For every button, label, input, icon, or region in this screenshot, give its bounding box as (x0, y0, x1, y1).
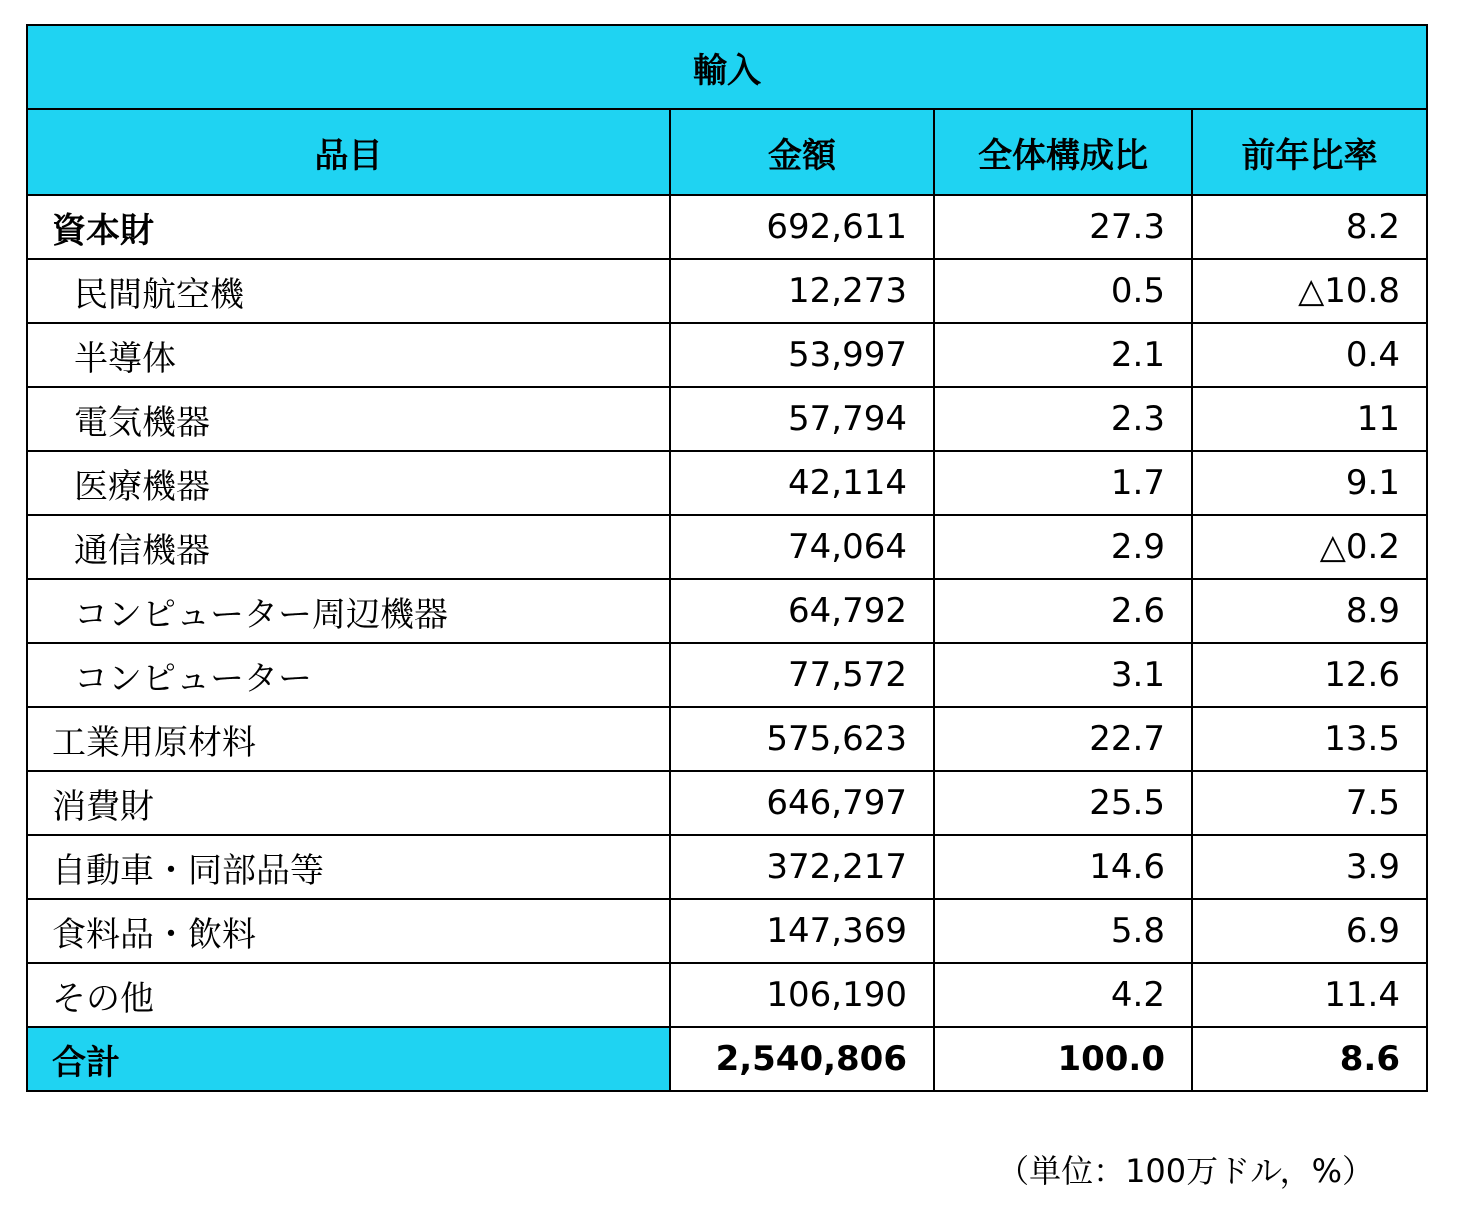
row-yoy: 9.1 (1192, 451, 1427, 515)
table-row (27, 579, 1427, 643)
row-share: 0.5 (934, 259, 1192, 323)
import-table (26, 24, 1428, 1092)
total-name: 合計 (27, 1027, 670, 1091)
row-share: 1.7 (934, 451, 1192, 515)
table-row (27, 835, 1427, 899)
header-amount: 金額 (670, 109, 934, 195)
row-yoy: 11.4 (1192, 963, 1427, 1027)
table-row (27, 387, 1427, 451)
table-row (27, 515, 1427, 579)
row-name: 医療機器 (27, 451, 670, 515)
row-amount: 372,217 (670, 835, 934, 899)
row-share: 14.6 (934, 835, 1192, 899)
table-row (27, 771, 1427, 835)
total-share: 100.0 (934, 1027, 1192, 1091)
row-yoy: 12.6 (1192, 643, 1427, 707)
table-row (27, 643, 1427, 707)
total-row (27, 1027, 1427, 1091)
table-row (27, 963, 1427, 1027)
row-amount: 147,369 (670, 899, 934, 963)
row-amount: 64,792 (670, 579, 934, 643)
total-amount: 2,540,806 (670, 1027, 934, 1091)
table-row (27, 259, 1427, 323)
row-share: 27.3 (934, 195, 1192, 259)
row-amount: 53,997 (670, 323, 934, 387)
row-name: 民間航空機 (27, 259, 670, 323)
row-share: 25.5 (934, 771, 1192, 835)
total-yoy: 8.6 (1192, 1027, 1427, 1091)
header-yoy: 前年比率 (1192, 109, 1427, 195)
row-yoy: △10.8 (1192, 259, 1427, 323)
table-row (27, 323, 1427, 387)
table-title: 輸入 (27, 25, 1427, 109)
unit-note: （単位：100万ドル，%） (997, 1152, 1374, 1190)
row-name: 資本財 (27, 195, 670, 259)
row-yoy: 0.4 (1192, 323, 1427, 387)
row-name: 工業用原材料 (27, 707, 670, 771)
row-share: 2.3 (934, 387, 1192, 451)
row-yoy: 7.5 (1192, 771, 1427, 835)
row-name: 通信機器 (27, 515, 670, 579)
table-row (27, 195, 1427, 259)
row-name: その他 (27, 963, 670, 1027)
row-share: 3.1 (934, 643, 1192, 707)
row-amount: 646,797 (670, 771, 934, 835)
row-share: 2.6 (934, 579, 1192, 643)
row-name: 半導体 (27, 323, 670, 387)
row-amount: 57,794 (670, 387, 934, 451)
row-yoy: △0.2 (1192, 515, 1427, 579)
table-row (27, 707, 1427, 771)
row-amount: 692,611 (670, 195, 934, 259)
row-name: コンピューター (27, 643, 670, 707)
header-share: 全体構成比 (934, 109, 1192, 195)
table-row (27, 899, 1427, 963)
row-share: 4.2 (934, 963, 1192, 1027)
row-share: 2.9 (934, 515, 1192, 579)
row-amount: 106,190 (670, 963, 934, 1027)
row-amount: 77,572 (670, 643, 934, 707)
row-name: 消費財 (27, 771, 670, 835)
row-amount: 12,273 (670, 259, 934, 323)
row-share: 5.8 (934, 899, 1192, 963)
header-item: 品目 (27, 109, 670, 195)
row-yoy: 6.9 (1192, 899, 1427, 963)
row-amount: 575,623 (670, 707, 934, 771)
row-yoy: 13.5 (1192, 707, 1427, 771)
table-row (27, 451, 1427, 515)
row-share: 22.7 (934, 707, 1192, 771)
row-name: コンピューター周辺機器 (27, 579, 670, 643)
row-yoy: 8.2 (1192, 195, 1427, 259)
row-name: 食料品・飲料 (27, 899, 670, 963)
row-yoy: 3.9 (1192, 835, 1427, 899)
row-amount: 42,114 (670, 451, 934, 515)
row-name: 自動車・同部品等 (27, 835, 670, 899)
row-yoy: 8.9 (1192, 579, 1427, 643)
row-name: 電気機器 (27, 387, 670, 451)
row-share: 2.1 (934, 323, 1192, 387)
row-yoy: 11 (1192, 387, 1427, 451)
row-amount: 74,064 (670, 515, 934, 579)
